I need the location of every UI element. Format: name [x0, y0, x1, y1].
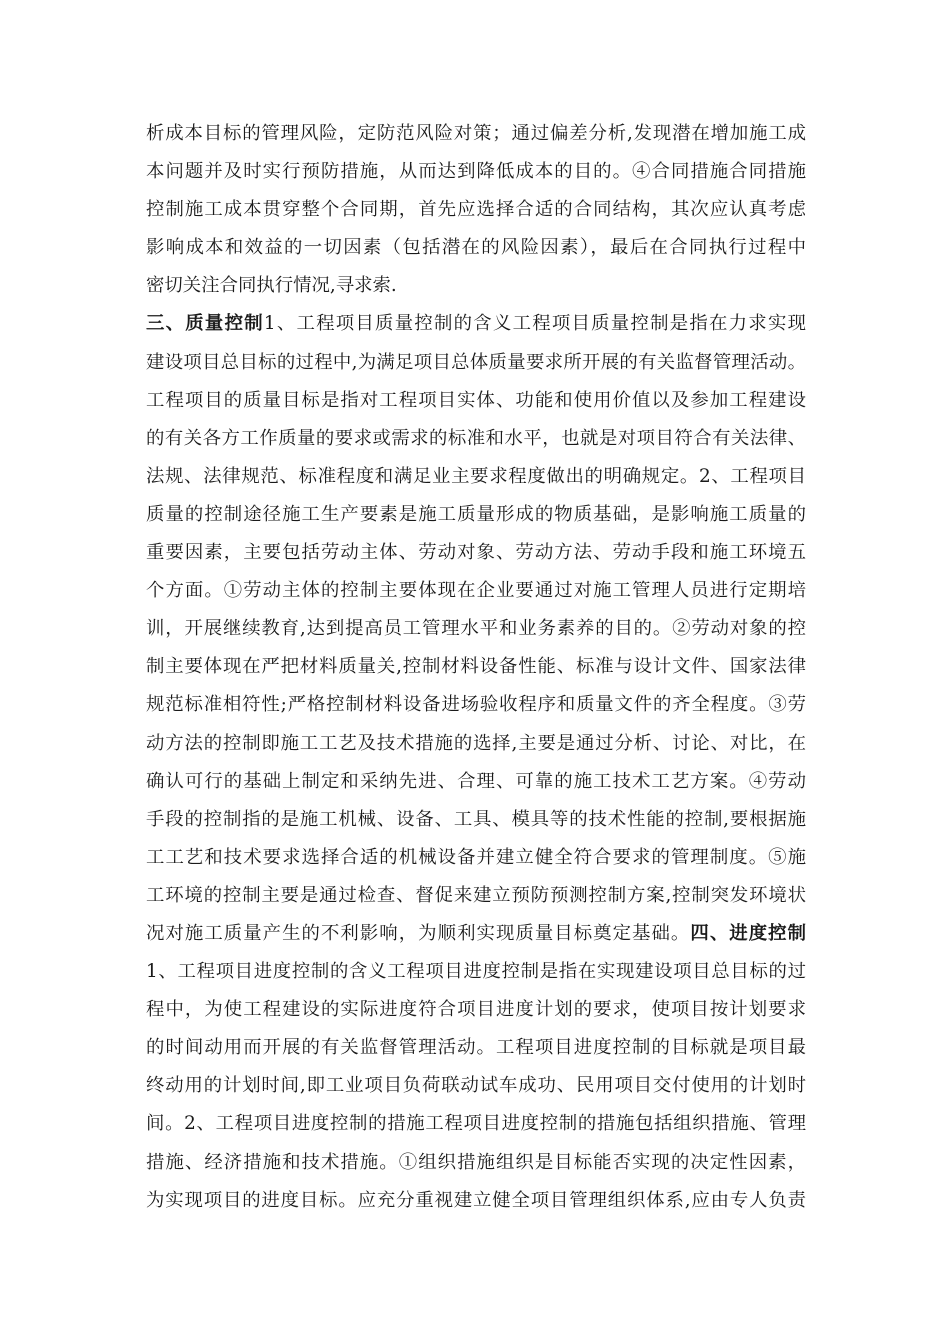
text-segment: 建设项目总目标的过程中,为满足项目总体质量要求所开展的有关监督管理活动。 — [146, 351, 806, 373]
section-heading: 四、进度控制 — [690, 922, 806, 944]
text-line — [146, 115, 806, 153]
text-line — [146, 1029, 806, 1067]
text-segment: 确认可行的基础上制定和采纳先进、合理、可靠的施工技术工艺方案。④劳动 — [146, 770, 806, 792]
text-line — [146, 305, 806, 343]
text-line — [146, 686, 806, 724]
text-line — [146, 801, 806, 839]
text-segment: 析成本目标的管理风险，定防范风险对策；通过偏差分析,发现潜在增加施工成 — [146, 123, 806, 144]
text-segment: 动方法的控制即施工工艺及技术措施的选择,主要是通过分析、讨论、对比，在 — [146, 732, 806, 754]
text-line — [146, 572, 806, 610]
text-line — [146, 1067, 806, 1105]
text-segment: 控制施工成本贯穿整个合同期，首先应选择合适的合同结构，其次应认真考虑 — [146, 199, 806, 221]
text-line — [146, 420, 806, 458]
text-line — [146, 382, 806, 420]
text-line — [146, 153, 806, 191]
text-segment: 个方面。①劳动主体的控制主要体现在企业要通过对施工管理人员进行定期培 — [146, 580, 806, 602]
text-line — [146, 1182, 806, 1220]
text-segment: 终动用的计划时间,即工业项目负荷联动试车成功、民用项目交付使用的计划时 — [146, 1075, 806, 1097]
text-segment: 制主要体现在严把材料质量关,控制材料设备性能、标准与设计文件、国家法律 — [146, 656, 806, 678]
text-segment: 训，开展继续教育,达到提高员工管理水平和业务素养的目的。②劳动对象的控 — [146, 618, 806, 640]
text-segment: 本问题并及时实行预防措施，从而达到降低成本的目的。④合同措施合同措施 — [146, 161, 806, 183]
text-segment: 工工艺和技术要求选择合适的机械设备并建立健全符合要求的管理制度。⑤施 — [146, 846, 806, 868]
text-segment: 措施、经济措施和技术措施。①组织措施组织是目标能否实现的决定性因素， — [146, 1151, 806, 1173]
text-line — [146, 458, 806, 496]
text-line — [146, 1105, 806, 1143]
text-line — [146, 496, 806, 534]
text-segment: 手段的控制指的是施工机械、设备、工具、模具等的技术性能的控制,要根据施 — [146, 808, 806, 830]
text-segment: 间。2、工程项目进度控制的措施工程项目进度控制的措施包括组织措施、管理 — [146, 1113, 806, 1135]
text-segment: 的时间动用而开展的有关监督管理活动。工程项目进度控制的目标就是项目最 — [146, 1037, 806, 1059]
text-line — [146, 839, 806, 877]
text-segment: 法规、法律规范、标准程度和满足业主要求程度做出的明确规定。2、工程项目 — [146, 465, 806, 487]
text-segment: 质量的控制途径施工生产要素是施工质量形成的物质基础，是影响施工质量的 — [146, 503, 806, 525]
text-line — [146, 191, 806, 229]
text-segment: 为实现项目的进度目标。应充分重视建立健全项目管理组织体系,应由专人负责 — [146, 1189, 806, 1211]
text-line — [146, 725, 806, 763]
text-segment: 工程项目的质量目标是指对工程项目实体、功能和使用价值以及参加工程建设 — [146, 389, 806, 411]
text-segment: 的有关各方工作质量的要求或需求的标准和水平，也就是对项目符合有关法律、 — [146, 427, 806, 449]
text-line — [146, 915, 806, 953]
text-line — [146, 1144, 806, 1182]
text-line — [146, 344, 806, 382]
text-segment: 规范标准相符性;严格控制材料设备进场验收程序和质量文件的齐全程度。③劳 — [146, 694, 806, 716]
text-segment: 况对施工质量产生的不利影响，为顺利实现质量目标奠定基础。 — [146, 922, 691, 944]
text-line — [146, 953, 806, 991]
document-page — [146, 115, 806, 1220]
text-line — [146, 648, 806, 686]
text-line — [146, 877, 806, 915]
text-segment: 程中，为使工程建设的实际进度符合项目进度计划的要求，使项目按计划要求 — [146, 999, 806, 1021]
text-segment: 重要因素，主要包括劳动主体、劳动对象、劳动方法、劳动手段和施工环境五 — [146, 542, 806, 564]
text-line — [146, 229, 806, 267]
text-line — [146, 991, 806, 1029]
text-segment: 密切关注合同执行情况,寻求索. — [146, 275, 397, 297]
text-segment: 影响成本和效益的一切因素（包括潜在的风险因素），最后在合同执行过程中 — [146, 237, 806, 259]
text-line — [146, 534, 806, 572]
text-segment: 1、工程项目质量控制的含义工程项目质量控制是指在力求实现 — [263, 313, 806, 335]
text-line — [146, 267, 806, 305]
text-segment: 工环境的控制主要是通过检查、督促来建立预防预测控制方案,控制突发环境状 — [146, 884, 806, 906]
text-line — [146, 763, 806, 801]
text-segment: 1、工程项目进度控制的含义工程项目进度控制是指在实现建设项目总目标的过 — [146, 961, 806, 983]
section-heading: 三、质量控制 — [146, 313, 264, 335]
text-line — [146, 610, 806, 648]
